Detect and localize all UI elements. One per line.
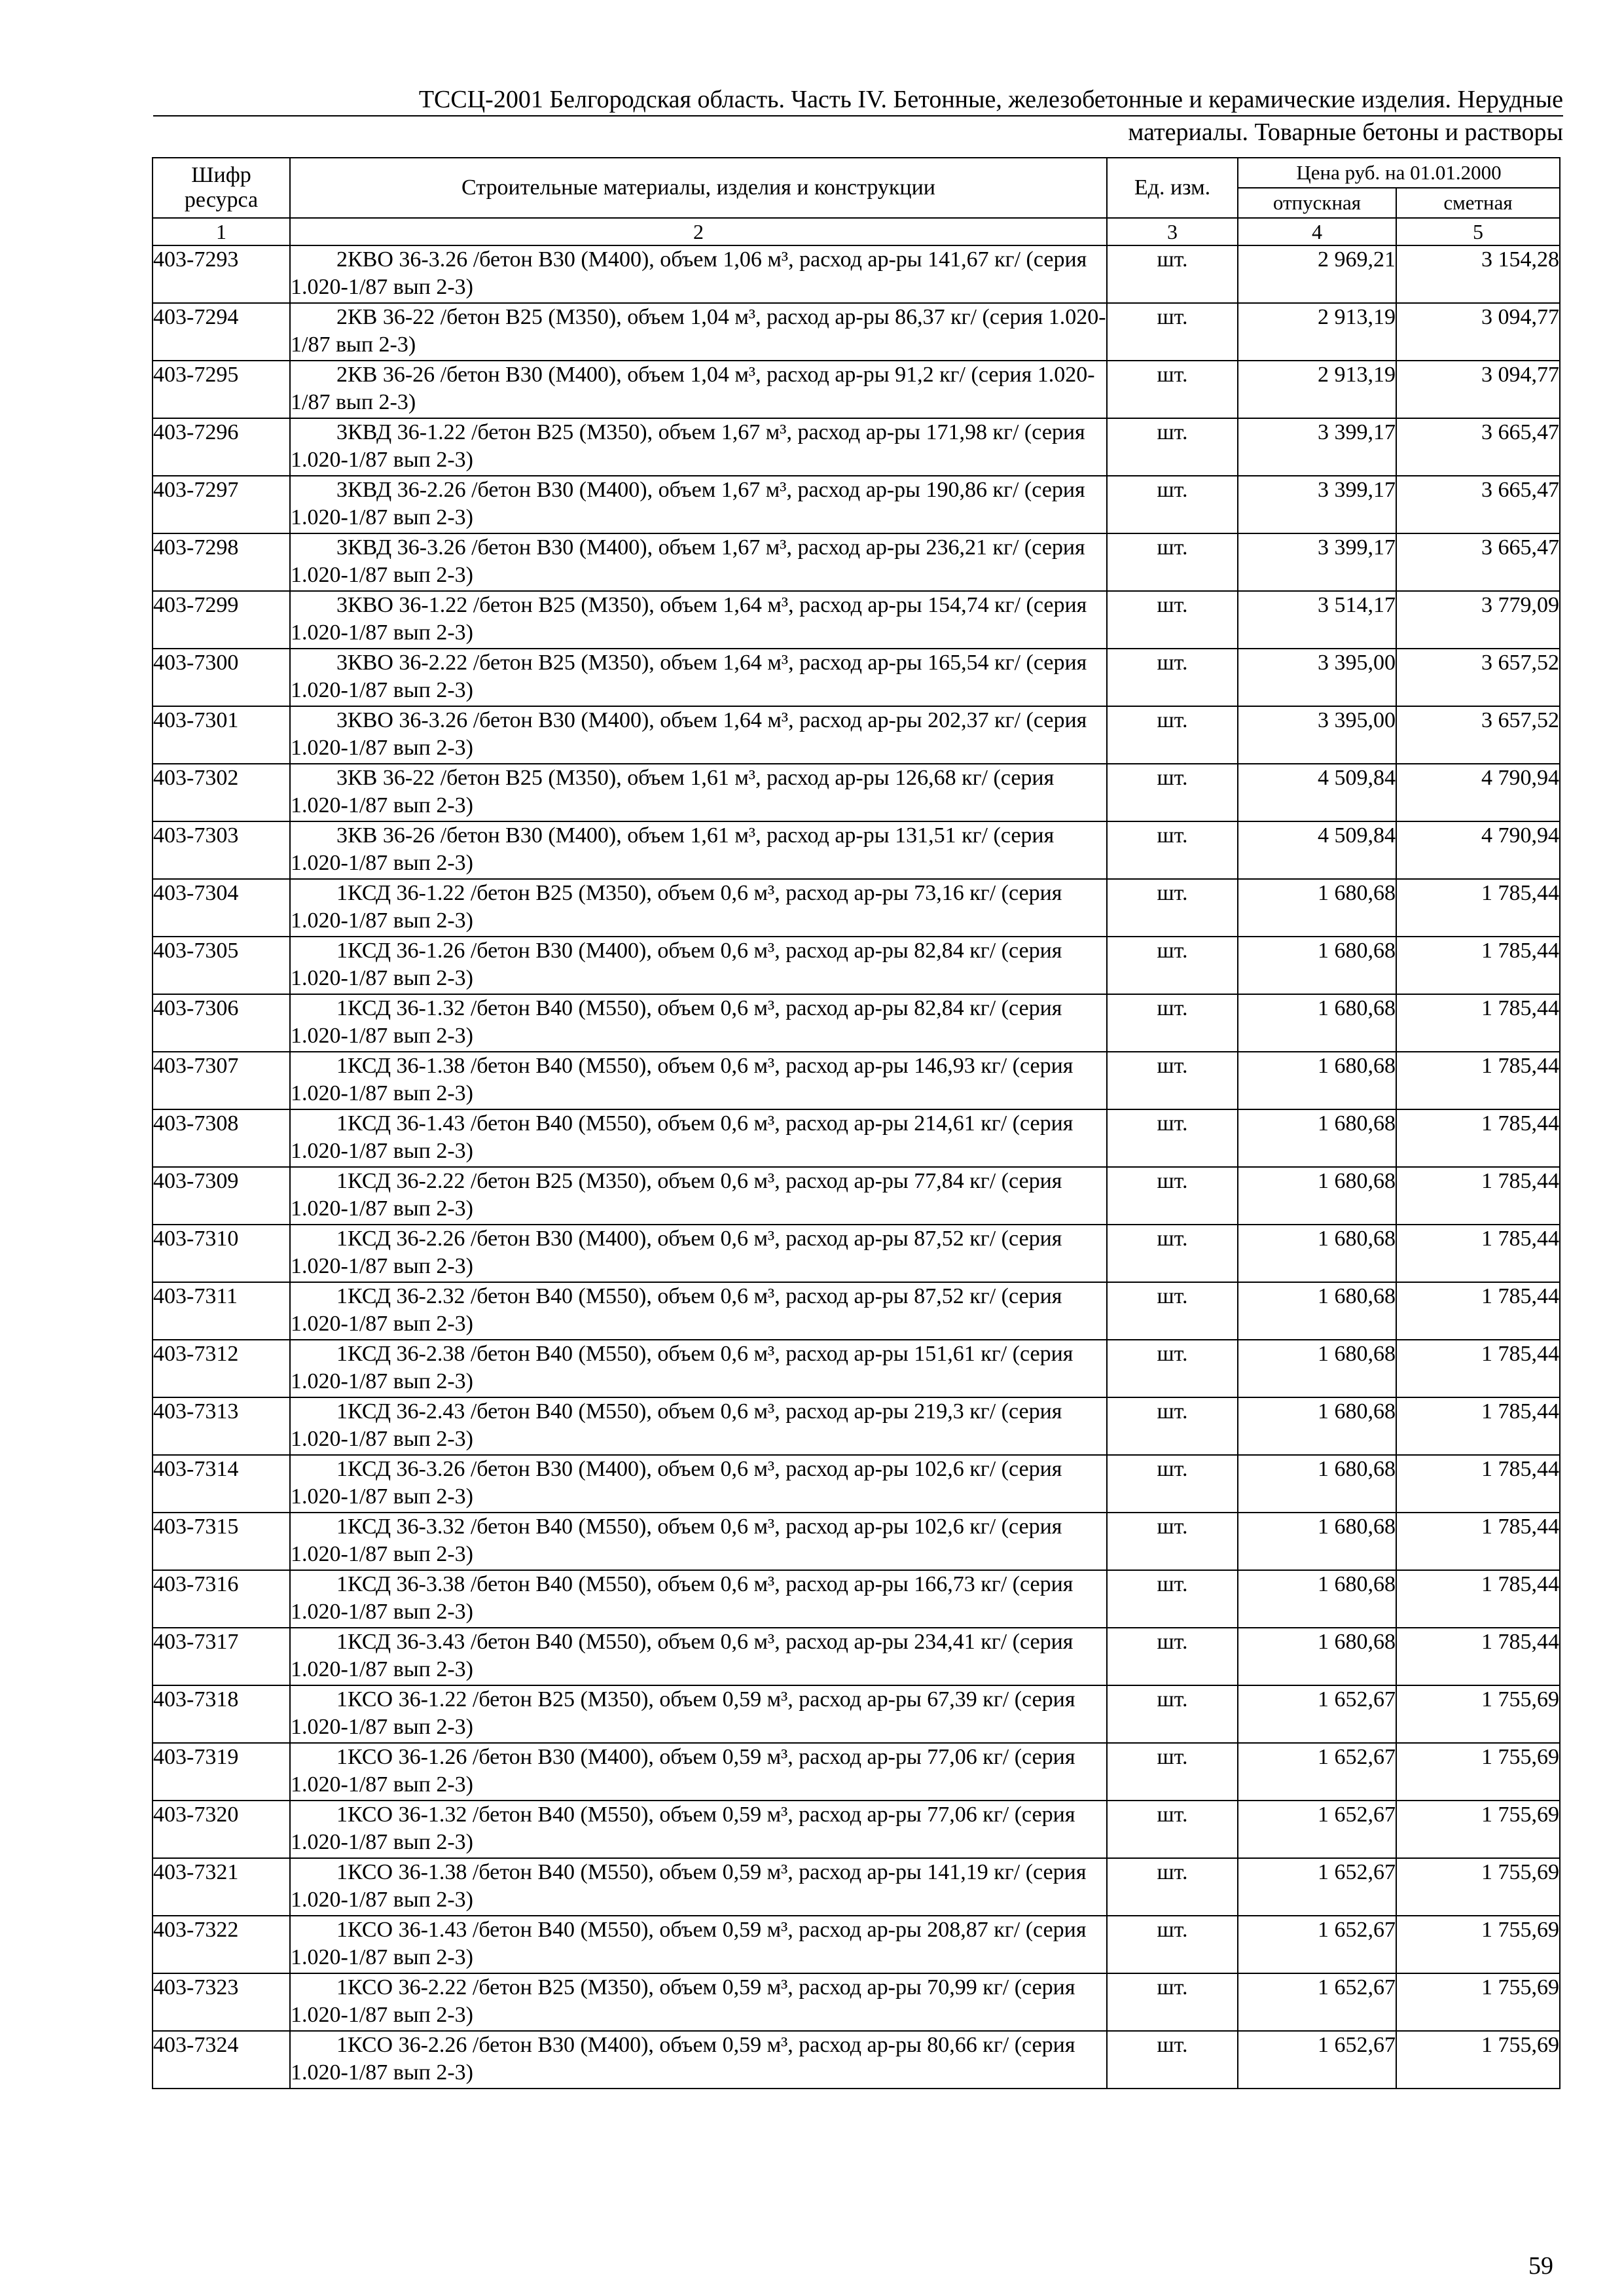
column-number-row (153, 218, 1560, 245)
table-row (153, 994, 1560, 1052)
material-name: 1КСД 36-1.32 /бетон В40 (М550), объем 0,6 м³, расход ар-ры 82,84 кг/ (серия 1.020-1/87 вып 2-3) (290, 994, 1107, 1052)
release-price: 4 509,84 (1238, 821, 1396, 879)
table-row (153, 303, 1560, 361)
material-name: 3КВ 36-22 /бетон В25 (М350), объем 1,61 м³, расход ар-ры 126,68 кг/ (серия 1.020-1/87 вып 2-3) (290, 764, 1107, 821)
table-row (153, 1052, 1560, 1109)
table-row (153, 706, 1560, 764)
estimate-price: 1 785,44 (1396, 1167, 1560, 1225)
material-name: 1КСД 36-2.38 /бетон В40 (М550), объем 0,6 м³, расход ар-ры 151,61 кг/ (серия 1.020-1/87 вып 2-3) (290, 1340, 1107, 1397)
material-name: 1КСД 36-2.22 /бетон В25 (М350), объем 0,6 м³, расход ар-ры 77,84 кг/ (серия 1.020-1/87 вып 2-3) (290, 1167, 1107, 1225)
estimate-price: 3 665,47 (1396, 418, 1560, 476)
resource-code: 403-7318 (153, 1685, 290, 1743)
release-price: 2 969,21 (1238, 245, 1396, 303)
resource-code: 403-7313 (153, 1397, 290, 1455)
resource-code: 403-7314 (153, 1455, 290, 1513)
resource-code: 403-7323 (153, 1973, 290, 2031)
material-name: 3КВ 36-26 /бетон В30 (М400), объем 1,61 м³, расход ар-ры 131,51 кг/ (серия 1.020-1/87 вып 2-3) (290, 821, 1107, 879)
estimate-price: 1 755,69 (1396, 2031, 1560, 2089)
material-name: 1КСО 36-1.38 /бетон В40 (М550), объем 0,59 м³, расход ар-ры 141,19 кг/ (серия 1.020-1/87 вып 2-3) (290, 1858, 1107, 1916)
table-row (153, 1167, 1560, 1225)
estimate-price: 1 755,69 (1396, 1973, 1560, 2031)
release-price: 1 680,68 (1238, 1109, 1396, 1167)
estimate-price: 1 785,44 (1396, 1340, 1560, 1397)
release-price: 3 395,00 (1238, 706, 1396, 764)
resource-code: 403-7296 (153, 418, 290, 476)
release-price: 1 680,68 (1238, 879, 1396, 937)
unit-of-measure: шт. (1107, 1513, 1238, 1570)
unit-of-measure: шт. (1107, 1570, 1238, 1628)
release-price: 1 652,67 (1238, 1743, 1396, 1801)
table-row (153, 1916, 1560, 1973)
release-price: 1 680,68 (1238, 1570, 1396, 1628)
material-name: 3КВО 36-1.22 /бетон В25 (М350), объем 1,64 м³, расход ар-ры 154,74 кг/ (серия 1.020-1/87 вып 2-3) (290, 591, 1107, 649)
col-header-name: Строительные материалы, изделия и конструкции (290, 158, 1107, 218)
material-name: 1КСД 36-1.26 /бетон В30 (М400), объем 0,6 м³, расход ар-ры 82,84 кг/ (серия 1.020-1/87 вып 2-3) (290, 937, 1107, 994)
col-header-price-group: Цена руб. на 01.01.2000 (1238, 158, 1560, 188)
table-row (153, 245, 1560, 303)
release-price: 1 680,68 (1238, 1513, 1396, 1570)
column-number: 3 (1107, 218, 1238, 245)
resource-code: 403-7297 (153, 476, 290, 533)
resource-code: 403-7309 (153, 1167, 290, 1225)
unit-of-measure: шт. (1107, 1167, 1238, 1225)
material-name: 1КСД 36-1.43 /бетон В40 (М550), объем 0,6 м³, расход ар-ры 214,61 кг/ (серия 1.020-1/87 вып 2-3) (290, 1109, 1107, 1167)
unit-of-measure: шт. (1107, 476, 1238, 533)
resource-code: 403-7305 (153, 937, 290, 994)
release-price: 3 514,17 (1238, 591, 1396, 649)
price-table (152, 157, 1561, 2089)
resource-code: 403-7316 (153, 1570, 290, 1628)
table-row (153, 764, 1560, 821)
estimate-price: 4 790,94 (1396, 821, 1560, 879)
unit-of-measure: шт. (1107, 533, 1238, 591)
resource-code: 403-7299 (153, 591, 290, 649)
material-name: 3КВД 36-2.26 /бетон В30 (М400), объем 1,67 м³, расход ар-ры 190,86 кг/ (серия 1.020-1/87 вып 2-3) (290, 476, 1107, 533)
table-row (153, 476, 1560, 533)
material-name: 1КСД 36-3.38 /бетон В40 (М550), объем 0,6 м³, расход ар-ры 166,73 кг/ (серия 1.020-1/87 вып 2-3) (290, 1570, 1107, 1628)
unit-of-measure: шт. (1107, 1052, 1238, 1109)
release-price: 1 680,68 (1238, 994, 1396, 1052)
estimate-price: 1 755,69 (1396, 1916, 1560, 1973)
material-name: 1КСО 36-1.26 /бетон В30 (М400), объем 0,59 м³, расход ар-ры 77,06 кг/ (серия 1.020-1/87 вып 2-3) (290, 1743, 1107, 1801)
estimate-price: 1 785,44 (1396, 1109, 1560, 1167)
release-price: 1 652,67 (1238, 1801, 1396, 1858)
estimate-price: 1 785,44 (1396, 1052, 1560, 1109)
table-row (153, 591, 1560, 649)
unit-of-measure: шт. (1107, 1685, 1238, 1743)
resource-code: 403-7324 (153, 2031, 290, 2089)
estimate-price: 3 154,28 (1396, 245, 1560, 303)
resource-code: 403-7301 (153, 706, 290, 764)
unit-of-measure: шт. (1107, 1801, 1238, 1858)
resource-code: 403-7302 (153, 764, 290, 821)
unit-of-measure: шт. (1107, 994, 1238, 1052)
estimate-price: 1 755,69 (1396, 1801, 1560, 1858)
release-price: 1 680,68 (1238, 1052, 1396, 1109)
estimate-price: 3 657,52 (1396, 649, 1560, 706)
col-header-price-estimate: сметная (1396, 188, 1560, 218)
estimate-price: 3 665,47 (1396, 533, 1560, 591)
unit-of-measure: шт. (1107, 2031, 1238, 2089)
unit-of-measure: шт. (1107, 303, 1238, 361)
estimate-price: 1 785,44 (1396, 937, 1560, 994)
estimate-price: 1 785,44 (1396, 1225, 1560, 1282)
estimate-price: 3 094,77 (1396, 361, 1560, 418)
table-row (153, 1973, 1560, 2031)
release-price: 1 680,68 (1238, 1282, 1396, 1340)
resource-code: 403-7306 (153, 994, 290, 1052)
resource-code: 403-7293 (153, 245, 290, 303)
unit-of-measure: шт. (1107, 418, 1238, 476)
header-title-line2: материалы. Товарные бетоны и растворы (1128, 118, 1563, 146)
material-name: 1КСД 36-3.43 /бетон В40 (М550), объем 0,6 м³, расход ар-ры 234,41 кг/ (серия 1.020-1/87 вып 2-3) (290, 1628, 1107, 1685)
table-row (153, 1225, 1560, 1282)
resource-code: 403-7319 (153, 1743, 290, 1801)
estimate-price: 1 785,44 (1396, 1282, 1560, 1340)
table-row (153, 649, 1560, 706)
material-name: 1КСО 36-1.22 /бетон В25 (М350), объем 0,59 м³, расход ар-ры 67,39 кг/ (серия 1.020-1/87 вып 2-3) (290, 1685, 1107, 1743)
resource-code: 403-7307 (153, 1052, 290, 1109)
release-price: 3 395,00 (1238, 649, 1396, 706)
unit-of-measure: шт. (1107, 361, 1238, 418)
resource-code: 403-7315 (153, 1513, 290, 1570)
release-price: 4 509,84 (1238, 764, 1396, 821)
table-row (153, 879, 1560, 937)
unit-of-measure: шт. (1107, 1628, 1238, 1685)
unit-of-measure: шт. (1107, 1225, 1238, 1282)
column-number: 5 (1396, 218, 1560, 245)
resource-code: 403-7294 (153, 303, 290, 361)
release-price: 1 652,67 (1238, 1916, 1396, 1973)
table-row (153, 533, 1560, 591)
material-name: 3КВД 36-1.22 /бетон В25 (М350), объем 1,67 м³, расход ар-ры 171,98 кг/ (серия 1.020-1/87 вып 2-3) (290, 418, 1107, 476)
material-name: 1КСД 36-2.43 /бетон В40 (М550), объем 0,6 м³, расход ар-ры 219,3 кг/ (серия 1.020-1/87 вып 2-3) (290, 1397, 1107, 1455)
table-row (153, 821, 1560, 879)
resource-code: 403-7308 (153, 1109, 290, 1167)
resource-code: 403-7311 (153, 1282, 290, 1340)
resource-code: 403-7298 (153, 533, 290, 591)
material-name: 3КВД 36-3.26 /бетон В30 (М400), объем 1,67 м³, расход ар-ры 236,21 кг/ (серия 1.020-1/87 вып 2-3) (290, 533, 1107, 591)
material-name: 1КСД 36-2.26 /бетон В30 (М400), объем 0,6 м³, расход ар-ры 87,52 кг/ (серия 1.020-1/87 вып 2-3) (290, 1225, 1107, 1282)
release-price: 1 680,68 (1238, 1397, 1396, 1455)
material-name: 1КСО 36-2.22 /бетон В25 (М350), объем 0,59 м³, расход ар-ры 70,99 кг/ (серия 1.020-1/87 вып 2-3) (290, 1973, 1107, 2031)
unit-of-measure: шт. (1107, 591, 1238, 649)
material-name: 1КСО 36-1.43 /бетон В40 (М550), объем 0,59 м³, расход ар-ры 208,87 кг/ (серия 1.020-1/87 вып 2-3) (290, 1916, 1107, 1973)
material-name: 1КСО 36-1.32 /бетон В40 (М550), объем 0,59 м³, расход ар-ры 77,06 кг/ (серия 1.020-1/87 вып 2-3) (290, 1801, 1107, 1858)
estimate-price: 3 094,77 (1396, 303, 1560, 361)
resource-code: 403-7304 (153, 879, 290, 937)
estimate-price: 3 657,52 (1396, 706, 1560, 764)
material-name: 2КВ 36-26 /бетон В30 (М400), объем 1,04 м³, расход ар-ры 91,2 кг/ (серия 1.020-1/87 вып 2-3) (290, 361, 1107, 418)
release-price: 1 680,68 (1238, 1340, 1396, 1397)
page-header (153, 84, 1563, 148)
table-row (153, 361, 1560, 418)
unit-of-measure: шт. (1107, 1455, 1238, 1513)
estimate-price: 1 755,69 (1396, 1858, 1560, 1916)
resource-code: 403-7320 (153, 1801, 290, 1858)
unit-of-measure: шт. (1107, 764, 1238, 821)
material-name: 1КСД 36-1.38 /бетон В40 (М550), объем 0,6 м³, расход ар-ры 146,93 кг/ (серия 1.020-1/87 вып 2-3) (290, 1052, 1107, 1109)
estimate-price: 1 785,44 (1396, 1397, 1560, 1455)
table-row (153, 1743, 1560, 1801)
col-header-price-release: отпускная (1238, 188, 1396, 218)
header-row-top (153, 158, 1560, 188)
column-number: 4 (1238, 218, 1396, 245)
estimate-price: 1 755,69 (1396, 1743, 1560, 1801)
table-row (153, 1397, 1560, 1455)
page-number: 59 (1528, 2252, 1553, 2280)
resource-code: 403-7310 (153, 1225, 290, 1282)
material-name: 1КСД 36-1.22 /бетон В25 (М350), объем 0,6 м³, расход ар-ры 73,16 кг/ (серия 1.020-1/87 вып 2-3) (290, 879, 1107, 937)
release-price: 1 652,67 (1238, 1973, 1396, 2031)
material-name: 2КВ 36-22 /бетон В25 (М350), объем 1,04 м³, расход ар-ры 86,37 кг/ (серия 1.020-1/87 вып 2-3) (290, 303, 1107, 361)
release-price: 1 680,68 (1238, 1167, 1396, 1225)
table-row (153, 1628, 1560, 1685)
column-number: 2 (290, 218, 1107, 245)
estimate-price: 1 785,44 (1396, 879, 1560, 937)
estimate-price: 1 785,44 (1396, 1513, 1560, 1570)
release-price: 3 399,17 (1238, 533, 1396, 591)
resource-code: 403-7321 (153, 1858, 290, 1916)
unit-of-measure: шт. (1107, 821, 1238, 879)
estimate-price: 3 665,47 (1396, 476, 1560, 533)
release-price: 1 680,68 (1238, 1628, 1396, 1685)
table-row (153, 418, 1560, 476)
table-row (153, 2031, 1560, 2089)
release-price: 2 913,19 (1238, 303, 1396, 361)
col-header-code: Шифр ресурса (153, 158, 290, 218)
table-row (153, 1340, 1560, 1397)
unit-of-measure: шт. (1107, 879, 1238, 937)
release-price: 3 399,17 (1238, 418, 1396, 476)
release-price: 1 652,67 (1238, 1858, 1396, 1916)
table-row (153, 1570, 1560, 1628)
unit-of-measure: шт. (1107, 937, 1238, 994)
estimate-price: 3 779,09 (1396, 591, 1560, 649)
table-row (153, 1513, 1560, 1570)
table-row (153, 1455, 1560, 1513)
release-price: 1 680,68 (1238, 937, 1396, 994)
table-head (153, 158, 1560, 245)
material-name: 3КВО 36-2.22 /бетон В25 (М350), объем 1,64 м³, расход ар-ры 165,54 кг/ (серия 1.020-1/87 вып 2-3) (290, 649, 1107, 706)
estimate-price: 1 755,69 (1396, 1685, 1560, 1743)
table-row (153, 1282, 1560, 1340)
table-row (153, 1801, 1560, 1858)
release-price: 1 680,68 (1238, 1225, 1396, 1282)
resource-code: 403-7312 (153, 1340, 290, 1397)
resource-code: 403-7317 (153, 1628, 290, 1685)
unit-of-measure: шт. (1107, 1282, 1238, 1340)
table-row (153, 937, 1560, 994)
material-name: 1КСД 36-3.26 /бетон В30 (М400), объем 0,6 м³, расход ар-ры 102,6 кг/ (серия 1.020-1/87 вып 2-3) (290, 1455, 1107, 1513)
unit-of-measure: шт. (1107, 245, 1238, 303)
release-price: 2 913,19 (1238, 361, 1396, 418)
estimate-price: 4 790,94 (1396, 764, 1560, 821)
release-price: 1 652,67 (1238, 1685, 1396, 1743)
col-header-unit: Ед. изм. (1107, 158, 1238, 218)
unit-of-measure: шт. (1107, 1340, 1238, 1397)
header-title-line1: ТССЦ-2001 Белгородская область. Часть IV. Бетонные, железобетонные и керамические изделия. Нерудные (418, 86, 1563, 113)
table-row (153, 1858, 1560, 1916)
unit-of-measure: шт. (1107, 1916, 1238, 1973)
unit-of-measure: шт. (1107, 1109, 1238, 1167)
column-number: 1 (153, 218, 290, 245)
unit-of-measure: шт. (1107, 1858, 1238, 1916)
release-price: 1 680,68 (1238, 1455, 1396, 1513)
resource-code: 403-7300 (153, 649, 290, 706)
estimate-price: 1 785,44 (1396, 994, 1560, 1052)
material-name: 3КВО 36-3.26 /бетон В30 (М400), объем 1,64 м³, расход ар-ры 202,37 кг/ (серия 1.020-1/87 вып 2-3) (290, 706, 1107, 764)
material-name: 1КСД 36-2.32 /бетон В40 (М550), объем 0,6 м³, расход ар-ры 87,52 кг/ (серия 1.020-1/87 вып 2-3) (290, 1282, 1107, 1340)
unit-of-measure: шт. (1107, 1397, 1238, 1455)
table-row (153, 1109, 1560, 1167)
resource-code: 403-7295 (153, 361, 290, 418)
table-row (153, 1685, 1560, 1743)
unit-of-measure: шт. (1107, 1973, 1238, 2031)
table-body (153, 245, 1560, 2089)
unit-of-measure: шт. (1107, 649, 1238, 706)
resource-code: 403-7322 (153, 1916, 290, 1973)
material-name: 1КСО 36-2.26 /бетон В30 (М400), объем 0,59 м³, расход ар-ры 80,66 кг/ (серия 1.020-1/87 вып 2-3) (290, 2031, 1107, 2089)
unit-of-measure: шт. (1107, 706, 1238, 764)
unit-of-measure: шт. (1107, 1743, 1238, 1801)
estimate-price: 1 785,44 (1396, 1455, 1560, 1513)
material-name: 2КВО 36-3.26 /бетон В30 (М400), объем 1,06 м³, расход ар-ры 141,67 кг/ (серия 1.020-1/87 вып 2-3) (290, 245, 1107, 303)
estimate-price: 1 785,44 (1396, 1628, 1560, 1685)
resource-code: 403-7303 (153, 821, 290, 879)
material-name: 1КСД 36-3.32 /бетон В40 (М550), объем 0,6 м³, расход ар-ры 102,6 кг/ (серия 1.020-1/87 вып 2-3) (290, 1513, 1107, 1570)
estimate-price: 1 785,44 (1396, 1570, 1560, 1628)
release-price: 3 399,17 (1238, 476, 1396, 533)
release-price: 1 652,67 (1238, 2031, 1396, 2089)
